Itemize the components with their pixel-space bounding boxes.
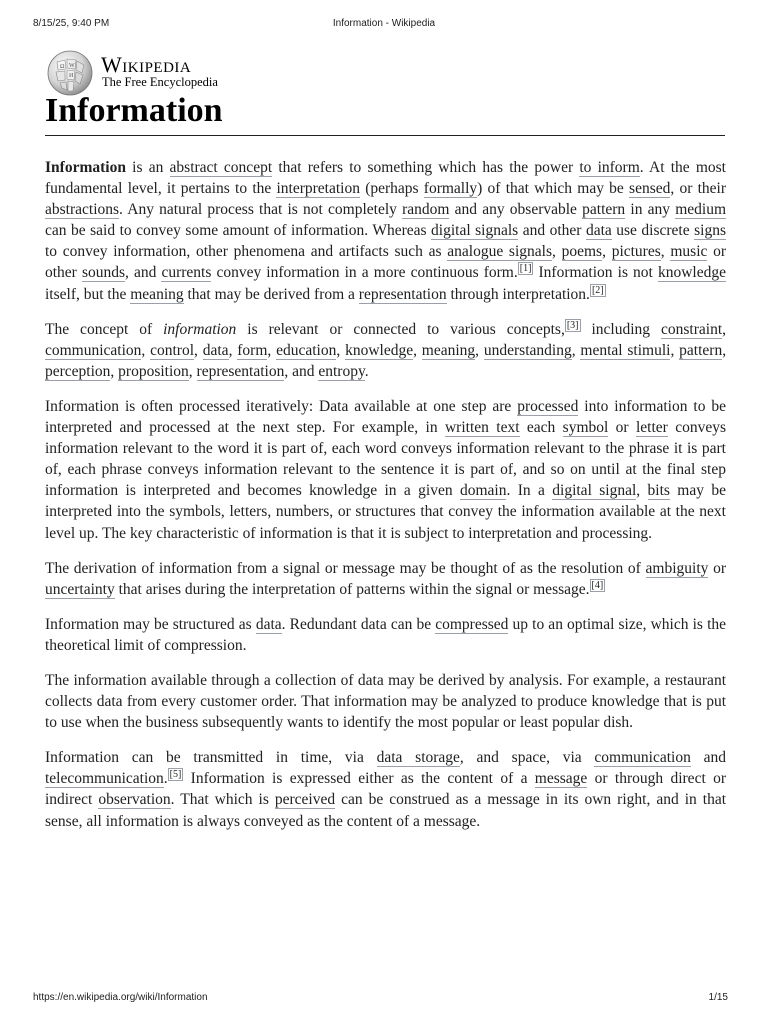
article-link[interactable]: analogue signals [447,243,552,261]
citation-ref[interactable] [590,284,606,297]
text-run: , or their [670,180,726,198]
article-link[interactable]: poems [561,243,603,261]
text-run: itself, but the [45,285,131,303]
article-link[interactable]: compressed [435,615,509,633]
article-link[interactable]: to inform [579,159,640,176]
text-run: , [670,341,680,359]
text-run: , [722,341,727,359]
article-link[interactable]: medium [675,201,727,219]
text-run: into information to be interpreted and processed at the next step. For example, in [45,397,727,437]
citation-ref[interactable] [518,262,534,275]
article-link[interactable]: form [237,341,268,359]
article-link[interactable]: formally [423,180,478,198]
paragraph [45,670,726,733]
article-link[interactable]: observation [98,791,171,809]
article-link[interactable]: random [402,201,450,219]
text-run: . In a [506,482,553,500]
text-run: (perhaps [359,180,424,198]
article-link[interactable]: interpretation [276,180,360,198]
text-run: that refers to something which has the power [272,159,580,176]
svg-text:Ω: Ω [60,64,65,70]
article-link[interactable]: abstractions [45,201,120,219]
text-run: is relevant or connected to various concepts, [236,320,565,338]
text-run: Information can be transmitted in time, via [45,749,377,767]
text-run: , [660,243,671,261]
article-link[interactable]: pictures [611,243,661,261]
article-link[interactable]: symbol [562,419,609,437]
article-link[interactable]: control [150,341,195,359]
citation-ref[interactable] [565,319,581,332]
text-run: that may be derived from a [183,285,359,303]
text-run: can be said to convey some amount of information. Whereas [45,222,432,240]
text-run: or other [45,243,727,282]
text-run: , [336,341,346,359]
article-link[interactable]: perception [45,362,111,380]
text-run: , [267,341,277,359]
text-run: . [364,362,369,380]
print-page-number: 1/15 [708,992,728,1003]
text-run: , [413,341,422,359]
text-run: may be interpreted into the symbols, letters, numbers, or structures that convey the information available at the next level up. The key characteristic of information is that it is subject to interpretation and processing. [45,482,726,542]
article-link[interactable]: entropy [318,362,365,380]
paragraph [45,319,726,382]
article-link[interactable]: pattern [679,341,723,359]
text-run: , [552,243,562,261]
article-link[interactable]: letter [635,419,668,437]
citation-link[interactable]: [4] [591,579,604,591]
article-link[interactable]: education [276,341,337,359]
text-run: that arises during the interpretation of patterns within the signal or message. [114,580,590,598]
text-run: through interpretation. [446,285,590,303]
text-run: The information available through a collection of data may be derived by analysis. For example, a restaurant collects data from every customer order. That information may be analyzed to produce knowledge that is put to use when the business subsequently wants to identify the most popular or least popular dish. [45,671,726,732]
article-body [45,157,726,846]
article-link[interactable]: data storage [376,749,460,767]
svg-text:И: И [69,73,74,79]
article-link[interactable]: meaning [130,285,184,303]
article-link[interactable]: data [255,615,282,633]
article-link[interactable]: domain [459,482,507,500]
article-link[interactable]: sounds [81,264,126,282]
article-link[interactable]: digital signal [552,482,637,500]
article-link[interactable]: perceived [274,791,336,809]
text-run: , and [284,362,319,380]
text-run: , and space, via [459,749,595,767]
text-run: is an [125,159,170,176]
text-run: , [475,341,484,359]
page-title: Information [45,92,223,129]
article-link[interactable]: communication [45,341,142,359]
text-run: including [580,320,661,338]
text-run: and other [518,222,586,240]
text-run: Information is expressed either as the content of a [183,770,535,788]
text-run: or [608,419,636,437]
bold-term: Information [45,159,126,176]
article-link[interactable]: data [202,341,229,359]
article-link[interactable]: digital signals [431,222,519,240]
svg-text:W: W [69,63,75,69]
text-run: . [163,770,168,788]
citation-link[interactable]: [2] [591,284,604,296]
article-link[interactable]: ambiguity [645,559,709,577]
article-link[interactable]: currents [161,264,212,282]
text-run: . That which is [170,791,275,809]
text-run: The concept of [45,320,164,338]
italic-term: information [163,320,237,338]
print-datetime: 8/15/25, 9:40 PM [33,18,110,29]
article-link[interactable]: bits [647,482,670,500]
article-link[interactable]: telecommunication [45,770,164,788]
article-link[interactable]: constraint [661,320,723,338]
text-run: Information may be structured as [45,615,256,633]
article-link[interactable]: written text [444,419,520,437]
article-link[interactable]: representation [358,285,447,303]
text-run: conveys information relevant to the word it is part of, each word conveys information relevant to the phrase it is part of, each phrase conveys information relevant to the sentence it is part of, and so on until at the final step information is interpreted and becomes knowledge in a given [45,419,726,500]
text-run: in any [625,201,676,219]
text-run: , [722,320,726,338]
article-link[interactable]: abstract concept [169,159,273,176]
article-link[interactable]: knowledge [657,264,726,282]
site-tagline: The Free Encyclopedia [102,75,218,89]
title-divider [45,135,725,136]
text-run: use discrete [611,222,695,240]
paragraph [45,747,726,831]
text-run: , [141,341,151,359]
text-run: each [519,419,563,437]
article-link[interactable]: pattern [582,201,626,219]
wikipedia-globe-icon [45,48,95,98]
text-run: , [110,362,119,380]
text-run: up to an optimal size, which is the theoretical limit of compression. [45,615,727,654]
text-run: or [708,559,726,577]
article-link[interactable]: music [670,243,708,261]
citation-link[interactable]: [5] [169,769,182,781]
article-link[interactable]: message [534,770,588,788]
text-run: , [194,341,203,359]
text-run: ) of that which may be [477,180,630,198]
article-link[interactable]: mental stimuli [580,341,671,359]
article-link[interactable]: knowledge [345,341,414,359]
article-link[interactable]: meaning [421,341,476,359]
article-link[interactable]: processed [517,397,579,415]
article-link[interactable]: uncertainty [45,580,115,598]
article-link[interactable]: sensed [629,180,671,198]
print-footer [33,992,728,1008]
print-page-title: Information - Wikipedia [332,18,436,29]
citation-ref[interactable] [168,768,184,781]
text-run: Information is not [533,264,658,282]
text-run: . At the most fundamental level, it pertains to the [45,159,726,198]
text-run: , [228,341,238,359]
text-run: . Redundant data can be [281,615,436,633]
text-run: Information is often processed iteratively: Data available at one step are [45,397,518,415]
citation-ref[interactable] [590,579,606,592]
text-run: to convey information, other phenomena and artifacts such as [45,243,448,261]
text-run: or through direct or indirect [45,770,727,809]
text-run: and any observable [449,201,583,219]
article-link[interactable]: proposition [118,362,189,380]
citation-link[interactable]: [3] [566,319,579,331]
text-run: , [602,243,612,261]
citation-link[interactable]: [1] [519,263,532,275]
text-run: and [690,749,726,767]
text-run: , [188,362,197,380]
text-run: can be construed as a message in its own right, and in that sense, all information is always conveyed as the content of a message. [45,791,727,830]
text-run: , and [125,264,162,282]
article-link[interactable]: understanding [483,341,572,359]
article-link[interactable]: representation [196,362,285,380]
paragraph [45,558,726,600]
text-run: . Any natural process that is not completely [119,201,403,219]
print-header [33,18,735,34]
print-url: https://en.wikipedia.org/wiki/Information [33,992,208,1003]
site-name: Wikipedia [101,52,192,77]
paragraph [45,614,726,656]
paragraph [45,157,726,305]
text-run: The derivation of information from a signal or message may be thought of as the resolution of [45,559,646,577]
article-link[interactable]: communication [594,749,691,767]
text-run: convey information in a more continuous form. [211,264,518,282]
article-link[interactable]: signs [694,222,726,240]
text-run: , [571,341,581,359]
article-link[interactable]: data [585,222,612,240]
paragraph [45,396,726,544]
text-run: , [636,482,648,500]
